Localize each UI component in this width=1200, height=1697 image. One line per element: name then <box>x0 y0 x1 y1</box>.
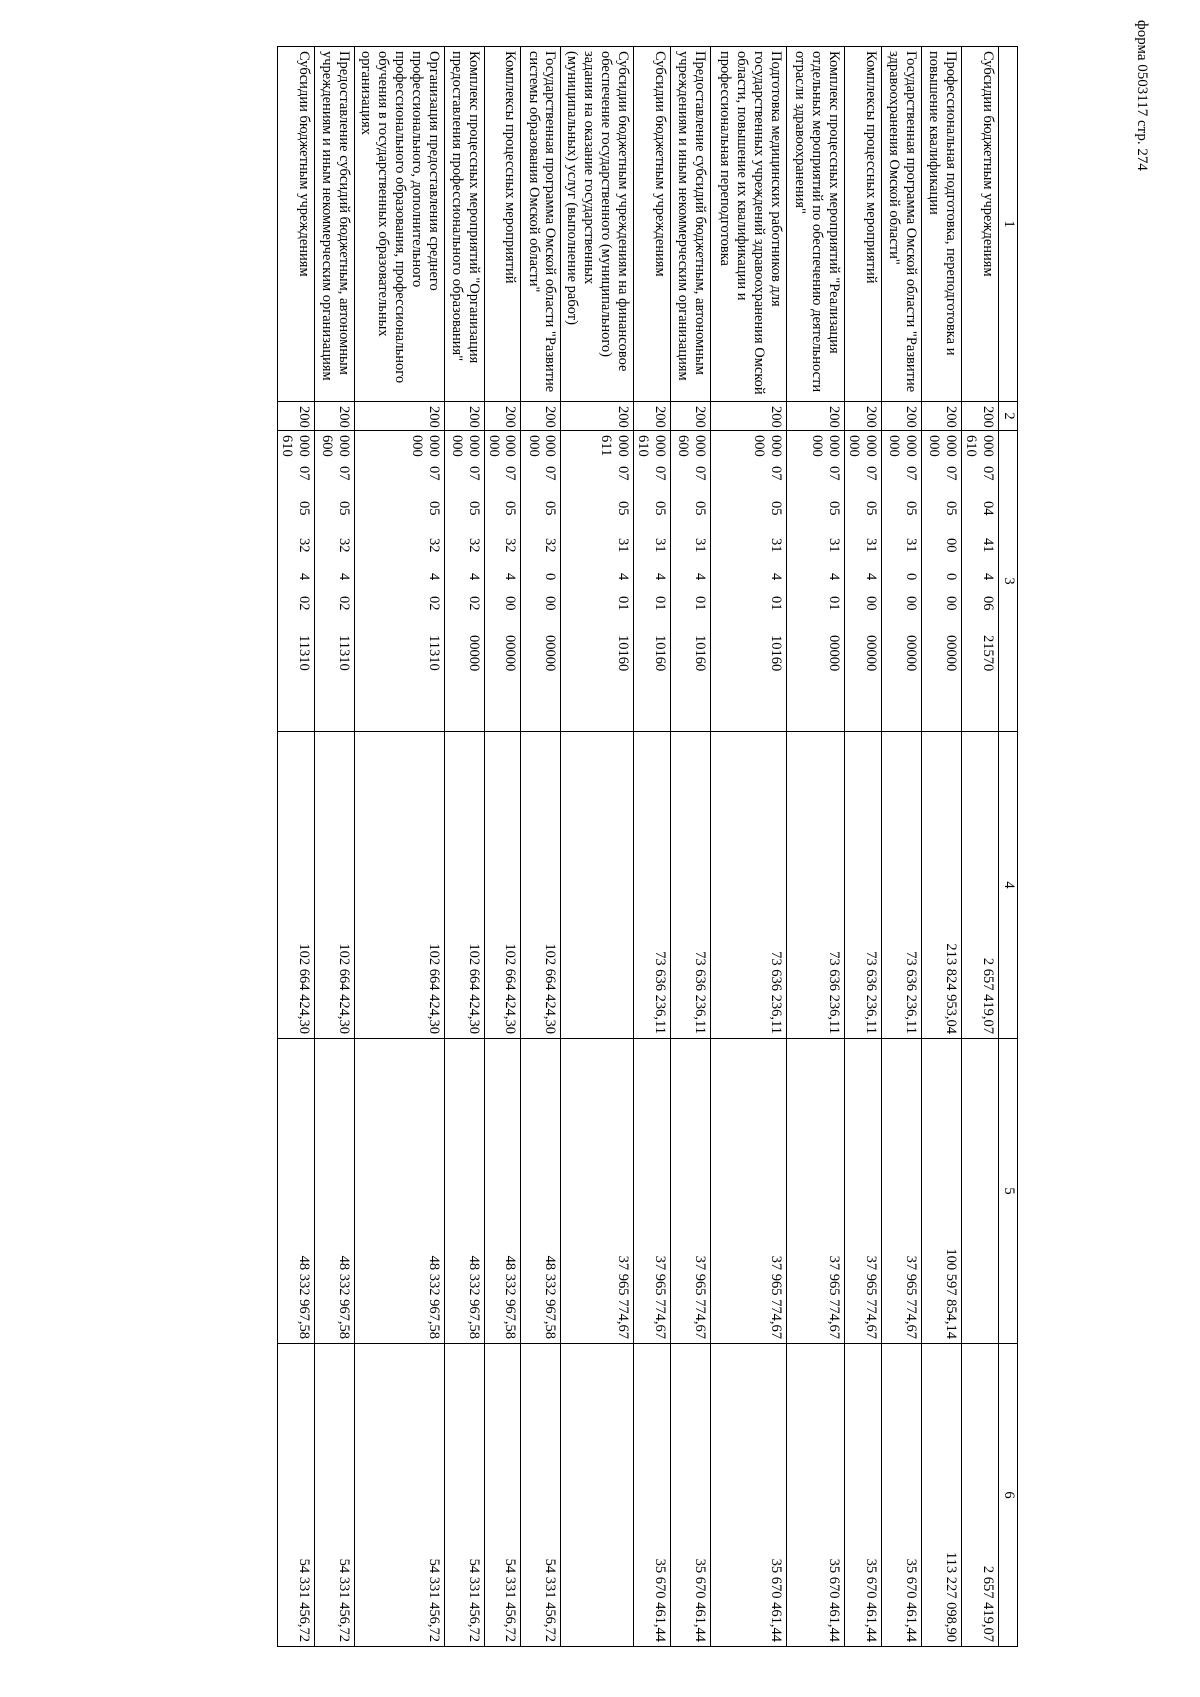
code-segment: 00000 <box>863 635 880 672</box>
budget-classification-code <box>521 431 561 732</box>
code-segment: 000 <box>448 435 465 457</box>
amount-col5: 48 332 967,58 <box>484 1039 521 1344</box>
code-segment: 07 <box>335 466 352 481</box>
code-segment: 00000 <box>826 635 843 672</box>
amount-col4: 73 636 236,11 <box>787 732 845 1039</box>
amount-col6: 2 657 419,07 <box>962 1344 999 1647</box>
amount-col6: 54 331 456,72 <box>277 1344 314 1647</box>
code-segment: 11310 <box>425 635 442 671</box>
code-segment: 000 <box>846 435 863 457</box>
line-code: 200 <box>561 402 634 431</box>
code-segment: 610 <box>963 435 980 457</box>
budget-classification-code <box>314 431 354 732</box>
amount-col4: 102 664 424,30 <box>484 732 521 1039</box>
code-segment: 4 <box>692 573 709 581</box>
amount-col6: 35 670 461,44 <box>634 1344 671 1647</box>
code-segment: 600 <box>318 435 335 457</box>
table-row <box>444 47 484 1647</box>
column-header: 3 <box>999 431 1018 732</box>
table-row <box>711 47 787 1647</box>
amount-col4: 73 636 236,11 <box>882 732 922 1039</box>
table-row <box>484 47 521 1647</box>
row-name: Подготовка медицинских работников для государственных учреждений здравоохранения Омской области, повышение их квалификации и профессиональная переподготовка <box>711 47 787 402</box>
code-segment: 10160 <box>692 635 709 672</box>
code-segment: 0 <box>943 573 960 581</box>
code-segment: 07 <box>295 466 312 481</box>
code-segment: 00 <box>863 596 880 611</box>
amount-col5: 48 332 967,58 <box>354 1039 444 1344</box>
code-segment: 000 <box>903 435 920 457</box>
code-segment: 11310 <box>335 635 352 671</box>
code-segment: 10160 <box>615 635 632 672</box>
amount-col6: 113 227 098,90 <box>922 1344 962 1647</box>
code-segment: 4 <box>980 573 996 581</box>
code-segment: 4 <box>615 573 632 581</box>
amount-col5: 37 965 774,67 <box>671 1039 711 1344</box>
amount-col4: 102 664 424,30 <box>444 732 484 1039</box>
code-segment: 02 <box>335 596 352 611</box>
code-segment: 000 <box>809 435 826 457</box>
code-segment: 06 <box>980 596 996 611</box>
code-segment: 00 <box>903 596 920 611</box>
code-segment: 4 <box>465 573 482 581</box>
budget-classification-code <box>277 431 314 732</box>
budget-classification-code <box>634 431 671 732</box>
amount-col5: 48 332 967,58 <box>314 1039 354 1344</box>
budget-classification-code <box>671 431 711 732</box>
budget-table <box>277 46 1018 1647</box>
line-code: 200 <box>354 402 444 431</box>
code-segment: 000 <box>485 435 502 457</box>
amount-col6: 54 331 456,72 <box>521 1344 561 1647</box>
code-segment: 07 <box>542 466 559 481</box>
amount-col5: 48 332 967,58 <box>521 1039 561 1344</box>
budget-classification-code <box>787 431 845 732</box>
amount-col5: 37 965 774,67 <box>787 1039 845 1344</box>
amount-col6 <box>561 1344 634 1647</box>
code-segment: 000 <box>525 435 542 457</box>
code-segment: 11310 <box>295 635 312 671</box>
row-name: Субсидии бюджетным учреждениям на финансовое обеспечение государственного (муниципального) задания на оказание государственных (муниципальных) услуг (выполнение работ) <box>561 47 634 402</box>
amount-col6: 35 670 461,44 <box>711 1344 787 1647</box>
code-segment: 000 <box>980 435 996 457</box>
amount-col4: 2 657 419,07 <box>962 732 999 1039</box>
code-segment: 00 <box>502 596 519 611</box>
code-segment: 05 <box>425 501 442 516</box>
code-segment: 31 <box>768 538 785 553</box>
code-segment: 02 <box>425 596 442 611</box>
row-name: Комплекс процессных мероприятий "Реализация отдельных мероприятий по обеспечению деятельности отрасли здравоохранения" <box>787 47 845 402</box>
code-segment: 32 <box>502 538 519 553</box>
code-segment: 4 <box>335 573 352 581</box>
row-name: Предоставление субсидий бюджетным, автономным учреждениям и иным некоммерческим организациям <box>671 47 711 402</box>
code-segment: 610 <box>635 435 652 457</box>
line-code: 200 <box>787 402 845 431</box>
budget-classification-code <box>845 431 882 732</box>
code-segment: 05 <box>542 501 559 516</box>
column-header: 6 <box>999 1344 1018 1647</box>
line-code: 200 <box>314 402 354 431</box>
table-row <box>314 47 354 1647</box>
code-segment: 05 <box>826 501 843 516</box>
column-header: 5 <box>999 1039 1018 1344</box>
code-segment: 0 <box>903 573 920 581</box>
code-segment: 05 <box>465 501 482 516</box>
amount-col5: 37 965 774,67 <box>711 1039 787 1344</box>
amount-col4: 73 636 236,11 <box>671 732 711 1039</box>
code-segment: 01 <box>652 596 669 611</box>
code-segment: 00000 <box>903 635 920 672</box>
code-segment: 4 <box>826 573 843 581</box>
budget-classification-code <box>962 431 999 732</box>
amount-col5: 48 332 967,58 <box>444 1039 484 1344</box>
code-segment: 00000 <box>502 635 519 672</box>
amount-col5: 37 965 774,67 <box>634 1039 671 1344</box>
line-code: 200 <box>671 402 711 431</box>
code-segment: 07 <box>615 466 632 481</box>
code-segment: 4 <box>768 573 785 581</box>
column-header: 2 <box>999 402 1018 431</box>
code-segment: 05 <box>295 501 312 516</box>
form-header: форма 0503117 стр. 274 <box>1134 20 1150 171</box>
code-segment: 31 <box>863 538 880 553</box>
code-segment: 07 <box>652 466 669 481</box>
budget-classification-code <box>882 431 922 732</box>
row-name: Комплексы процессных мероприятий <box>845 47 882 402</box>
code-segment: 00 <box>542 596 559 611</box>
code-segment: 32 <box>465 538 482 553</box>
row-name: Государственная программа Омской области "Развитие здравоохранения Омской области" <box>882 47 922 402</box>
row-name: Комплексы процессных мероприятий <box>484 47 521 402</box>
row-name: Организация предоставления среднего профессионального, дополнительного профессионального образования, профессионального обучения в государственных образовательных организациях <box>354 47 444 402</box>
code-segment: 07 <box>903 466 920 481</box>
code-segment: 000 <box>826 435 843 457</box>
line-code: 200 <box>922 402 962 431</box>
code-segment: 610 <box>278 435 295 457</box>
code-segment: 02 <box>465 596 482 611</box>
code-segment: 01 <box>826 596 843 611</box>
code-segment: 000 <box>652 435 669 457</box>
code-segment: 4 <box>652 573 669 581</box>
table-row <box>787 47 845 1647</box>
amount-col6: 35 670 461,44 <box>787 1344 845 1647</box>
amount-col6: 35 670 461,44 <box>671 1344 711 1647</box>
amount-col4: 102 664 424,30 <box>277 732 314 1039</box>
code-segment: 000 <box>926 435 943 457</box>
code-segment: 611 <box>598 435 615 457</box>
code-segment: 05 <box>692 501 709 516</box>
budget-classification-code <box>711 431 787 732</box>
table-row <box>277 47 314 1647</box>
column-header: 4 <box>999 732 1018 1039</box>
code-segment: 07 <box>502 466 519 481</box>
table-row <box>561 47 634 1647</box>
code-segment: 41 <box>980 538 996 553</box>
code-segment: 10160 <box>768 635 785 672</box>
row-name: Субсидии бюджетным учреждениям <box>634 47 671 402</box>
row-name: Комплекс процессных мероприятий "Организация предоставления профессионального образования" <box>444 47 484 402</box>
amount-col4: 102 664 424,30 <box>314 732 354 1039</box>
code-segment: 000 <box>751 435 768 457</box>
code-segment: 05 <box>502 501 519 516</box>
code-segment: 07 <box>425 466 442 481</box>
budget-classification-code <box>484 431 521 732</box>
row-name: Государственная программа Омской области "Развитие системы образования Омской области" <box>521 47 561 402</box>
amount-col4: 213 824 953,04 <box>922 732 962 1039</box>
code-segment: 000 <box>615 435 632 457</box>
line-code: 200 <box>962 402 999 431</box>
code-segment: 600 <box>675 435 692 457</box>
code-segment: 00 <box>943 538 960 553</box>
table-row <box>882 47 922 1647</box>
code-segment: 00000 <box>542 635 559 672</box>
code-segment: 07 <box>465 466 482 481</box>
amount-col4: 73 636 236,11 <box>711 732 787 1039</box>
code-segment: 000 <box>408 435 425 457</box>
code-segment: 07 <box>826 466 843 481</box>
page-content <box>277 46 1018 1646</box>
code-segment: 05 <box>903 501 920 516</box>
code-segment: 000 <box>692 435 709 457</box>
code-segment: 10160 <box>652 635 669 672</box>
code-segment: 05 <box>863 501 880 516</box>
code-segment: 01 <box>768 596 785 611</box>
amount-col6: 54 331 456,72 <box>444 1344 484 1647</box>
table-row <box>521 47 561 1647</box>
code-segment: 32 <box>335 538 352 553</box>
amount-col4: 102 664 424,30 <box>354 732 444 1039</box>
amount-col5 <box>962 1039 999 1344</box>
code-segment: 4 <box>863 573 880 581</box>
code-segment: 07 <box>980 466 996 481</box>
line-code: 200 <box>634 402 671 431</box>
column-header: 1 <box>999 47 1018 402</box>
amount-col6: 35 670 461,44 <box>882 1344 922 1647</box>
amount-col6: 54 331 456,72 <box>354 1344 444 1647</box>
code-segment: 31 <box>903 538 920 553</box>
amount-col4: 73 636 236,11 <box>845 732 882 1039</box>
code-segment: 05 <box>768 501 785 516</box>
code-segment: 000 <box>425 435 442 457</box>
column-number-row <box>999 47 1018 1647</box>
code-segment: 21570 <box>980 635 996 672</box>
code-segment: 000 <box>295 435 312 457</box>
amount-col6: 54 331 456,72 <box>314 1344 354 1647</box>
row-name: Предоставление субсидий бюджетным, автономным учреждениям и иным некоммерческим организациям <box>314 47 354 402</box>
amount-col4 <box>561 732 634 1039</box>
code-segment: 01 <box>615 596 632 611</box>
code-segment: 07 <box>768 466 785 481</box>
table-row <box>634 47 671 1647</box>
amount-col6: 35 670 461,44 <box>845 1344 882 1647</box>
code-segment: 000 <box>886 435 903 457</box>
amount-col5: 37 965 774,67 <box>882 1039 922 1344</box>
code-segment: 00000 <box>943 635 960 672</box>
table-row <box>922 47 962 1647</box>
code-segment: 000 <box>335 435 352 457</box>
code-segment: 000 <box>943 435 960 457</box>
budget-classification-code <box>922 431 962 732</box>
line-code: 200 <box>484 402 521 431</box>
code-segment: 0 <box>542 573 559 581</box>
amount-col4: 73 636 236,11 <box>634 732 671 1039</box>
code-segment: 07 <box>863 466 880 481</box>
code-segment: 05 <box>943 501 960 516</box>
row-name: Профессиональная подготовка, переподготовка и повышение квалификации <box>922 47 962 402</box>
code-segment: 02 <box>295 596 312 611</box>
code-segment: 01 <box>692 596 709 611</box>
budget-classification-code <box>354 431 444 732</box>
code-segment: 000 <box>502 435 519 457</box>
line-code: 200 <box>521 402 561 431</box>
line-code: 200 <box>882 402 922 431</box>
line-code: 200 <box>845 402 882 431</box>
amount-col6: 54 331 456,72 <box>484 1344 521 1647</box>
code-segment: 05 <box>615 501 632 516</box>
row-name: Субсидии бюджетным учреждениям <box>962 47 999 402</box>
code-segment: 00000 <box>465 635 482 672</box>
code-segment: 32 <box>425 538 442 553</box>
code-segment: 05 <box>335 501 352 516</box>
code-segment: 000 <box>768 435 785 457</box>
line-code: 200 <box>277 402 314 431</box>
code-segment: 31 <box>652 538 669 553</box>
table-row <box>962 47 999 1647</box>
budget-classification-code <box>561 431 634 732</box>
table-row <box>845 47 882 1647</box>
code-segment: 07 <box>692 466 709 481</box>
code-segment: 31 <box>692 538 709 553</box>
code-segment: 32 <box>542 538 559 553</box>
table-row <box>354 47 444 1647</box>
code-segment: 05 <box>652 501 669 516</box>
code-segment: 4 <box>295 573 312 581</box>
code-segment: 000 <box>863 435 880 457</box>
code-segment: 4 <box>425 573 442 581</box>
line-code: 200 <box>711 402 787 431</box>
line-code: 200 <box>444 402 484 431</box>
amount-col5: 48 332 967,58 <box>277 1039 314 1344</box>
amount-col5: 37 965 774,67 <box>845 1039 882 1344</box>
table-row <box>671 47 711 1647</box>
code-segment: 00 <box>943 596 960 611</box>
code-segment: 000 <box>465 435 482 457</box>
code-segment: 31 <box>615 538 632 553</box>
amount-col5: 100 597 854,14 <box>922 1039 962 1344</box>
code-segment: 000 <box>542 435 559 457</box>
code-segment: 4 <box>502 573 519 581</box>
code-segment: 04 <box>980 501 996 516</box>
row-name: Субсидии бюджетным учреждениям <box>277 47 314 402</box>
code-segment: 31 <box>826 538 843 553</box>
budget-classification-code <box>444 431 484 732</box>
code-segment: 07 <box>943 466 960 481</box>
amount-col5: 37 965 774,67 <box>561 1039 634 1344</box>
code-segment: 32 <box>295 538 312 553</box>
amount-col4: 102 664 424,30 <box>521 732 561 1039</box>
